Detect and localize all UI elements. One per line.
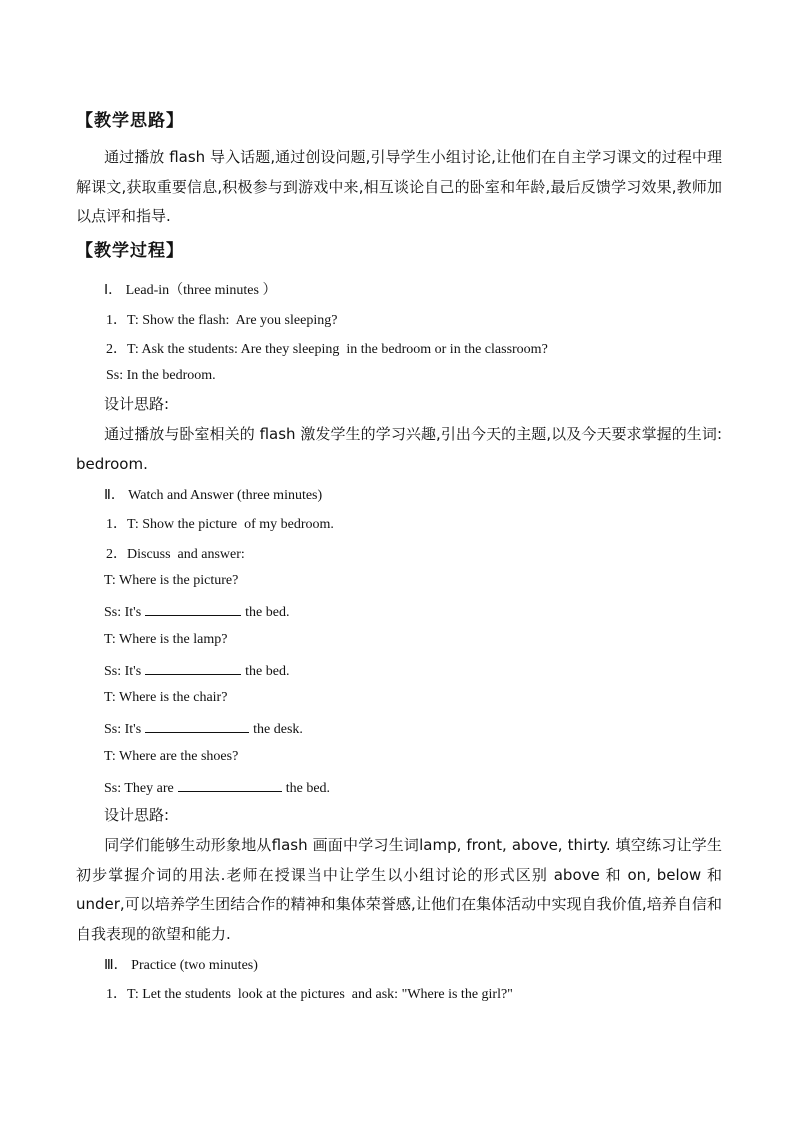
answer-picture: Ss: It's the bed.	[104, 602, 289, 621]
part1-design-text: 通过播放与卧室相关的 flash 激发学生的学习兴趣,引出今天的主题,以及今天要求掌握的生词: bedroom.	[76, 425, 722, 473]
part3-item1: 1．T: Let the students look at the pictures and ask: "Where is the girl?"	[106, 987, 513, 1002]
part1-design-paragraph	[76, 420, 722, 479]
approach-text: 通过播放 flash 导入话题,通过创设问题,引导学生小组讨论,让他们在自主学习课文的过程中理解课文,获取重要信息,积极参与到游戏中来,相互谈论自己的卧室和年龄,最后反馈学习效果,教师加以点评和指导.	[76, 148, 722, 225]
question-lamp: T: Where is the lamp?	[104, 632, 228, 647]
answer-blank-2[interactable]	[145, 661, 241, 675]
part2-design-label: 设计思路:	[104, 806, 170, 824]
part2-item1: 1．T: Show the picture of my bedroom.	[106, 517, 334, 532]
part1-design-label: 设计思路:	[104, 395, 170, 413]
part2-design-paragraph	[76, 831, 722, 949]
answer-blank-1[interactable]	[145, 602, 241, 616]
part3-title: Ⅲ． Practice (two minutes)	[104, 958, 258, 973]
part2-title: Ⅱ． Watch and Answer (three minutes)	[104, 488, 323, 503]
answer-blank-3[interactable]	[145, 719, 249, 733]
answer-shoes: Ss: They are the bed.	[104, 778, 330, 797]
question-shoes: T: Where are the shoes?	[104, 749, 239, 764]
question-chair: T: Where is the chair?	[104, 690, 228, 705]
part1-item1: 1．T: Show the flash: Are you sleeping?	[106, 313, 338, 328]
approach-heading: 【教学思路】	[76, 111, 184, 131]
part2-design-text: 同学们能够生动形象地从flash 画面中学习生词lamp, front, above, thirty. 填空练习让学生初步掌握介词的用法.老师在授课当中让学生以小组讨论的形式区别 above 和 on, below 和 under,可以培养学生团结合作的精神和集体荣誉感,让他们在集体活动中实现自我价值,培养自信和自我表现的欲望和能力.	[76, 836, 722, 943]
answer-blank-4[interactable]	[178, 778, 282, 792]
process-heading: 【教学过程】	[76, 241, 184, 261]
part1-title: Ⅰ． Lead-in（three minutes ）	[104, 283, 277, 298]
question-picture: T: Where is the picture?	[104, 573, 239, 588]
approach-paragraph	[76, 143, 722, 232]
part1-answer: Ss: In the bedroom.	[106, 368, 216, 383]
part1-item2: 2．T: Ask the students: Are they sleeping in the bedroom or in the classroom?	[106, 342, 548, 357]
answer-chair: Ss: It's the desk.	[104, 719, 303, 738]
answer-lamp: Ss: It's the bed.	[104, 661, 289, 680]
part2-item2: 2．Discuss and answer:	[106, 547, 245, 562]
